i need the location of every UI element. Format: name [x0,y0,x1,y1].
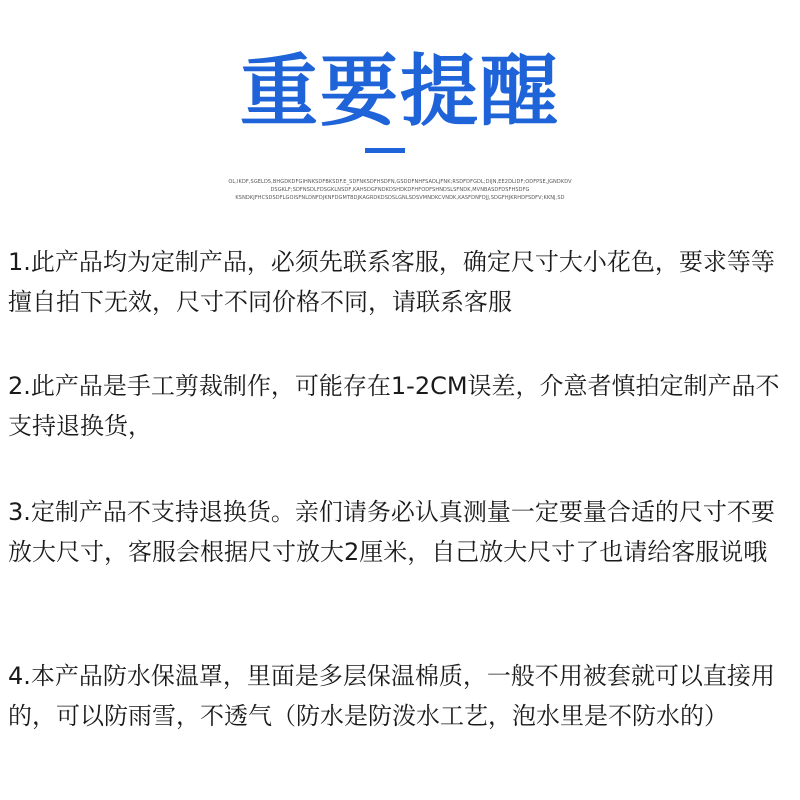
fine-print-line: OL,IKDF,SGELD5,BHGDKDFGIHNKSDFBKSDF.E_SDFNKSDFHSDFN,GSDDFNHFSADLJFNK;RSDFDFGDL;DIJN,EE2DLIDF;ODFPSE,JGNDKDV [228,179,572,185]
decorative-fine-print [195,178,605,202]
fine-print-line: DSGKLF;SDFNSDLFDSGKLNSDF,KAHSDGFNDKDSHDKDFHFODFSHNDSLSFNDK,MVNBASDFDSFHSDFG [270,187,530,193]
notice-paragraph-4: 4.本产品防水保温罩，里面是多层保温棉质，一般不用被套就可以直接用的，可以防雨雪，不透气（防水是防泼水工艺，泡水里是不防水的） [8,662,775,730]
notice-paragraph-1: 1.此产品均为定制产品，必须先联系客服，确定尺寸大小花色，要求等等擅自拍下无效，尺寸不同价格不同，请联系客服 [8,248,775,316]
fine-print-line: KSNDKJFHCSDSDFLGOISFNLDNFDJKNFDGMTBDJKAGRDKDSDSLGNLSDSVMNDKCVNDK,KASFDNFDJJ,SDGFHJKRHDFSDFV;KKNJ,SD [235,195,565,201]
notice-paragraph-2: 2.此产品是手工剪裁制作，可能存在1-2CM误差，介意者慎拍定制产品不支持退换货， [8,372,780,440]
notice-paragraph-3: 3.定制产品不支持退换货。亲们请务必认真测量一定要量合适的尺寸不要放大尺寸，客服会根据尺寸放大2厘米，自己放大尺寸了也请给客服说哦 [8,498,775,566]
title-underline-divider [365,148,405,153]
page-title: 重要提醒 [239,46,560,137]
